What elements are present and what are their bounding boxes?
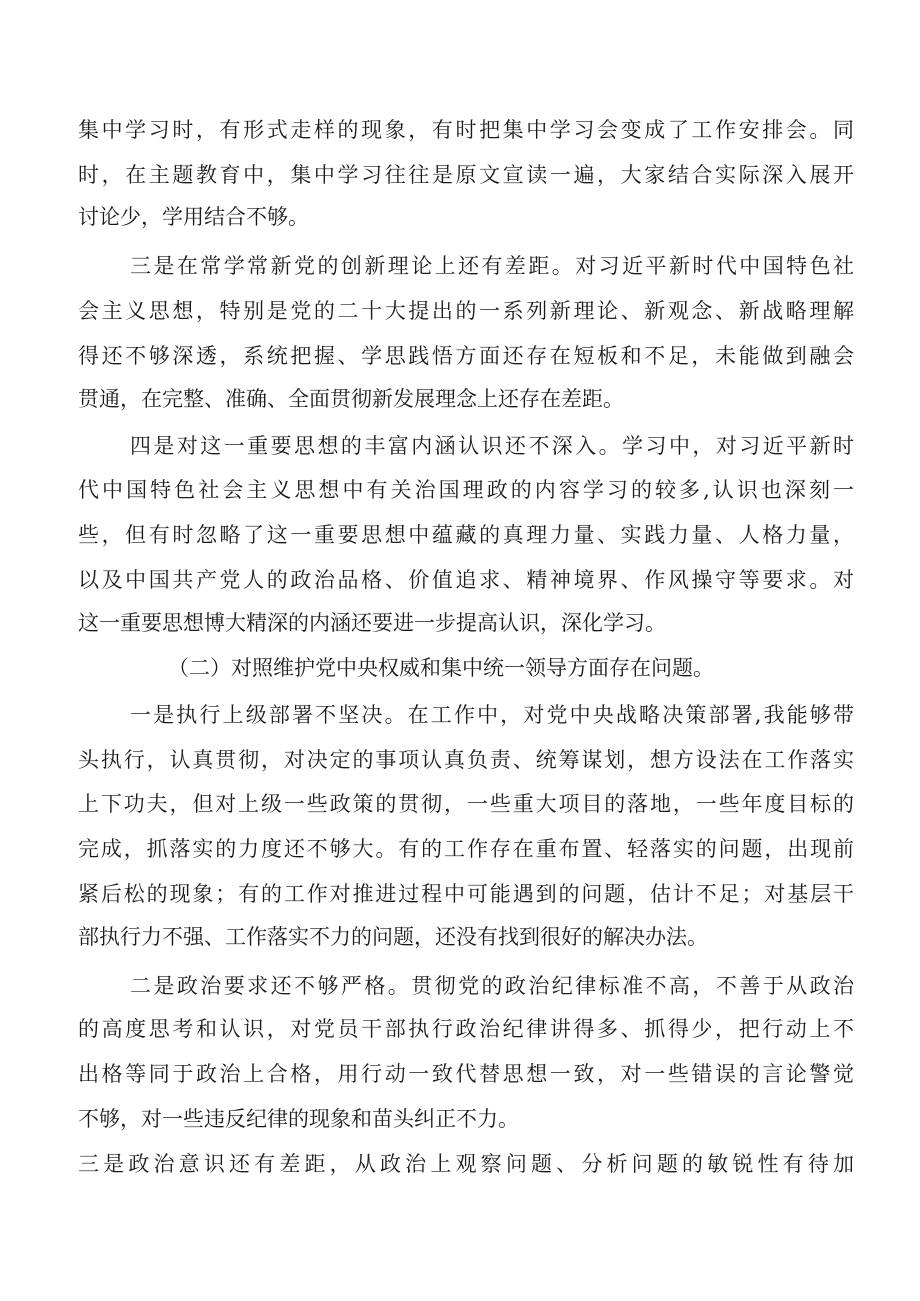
text-line: 三是政治意识还有差距，从政治上观察问题、分析问题的敏锐性有待加 xyxy=(78,1152,854,1176)
text-line: 一是执行上级部署不坚决。在工作中，对党中央战略决策部署,我能够带 xyxy=(130,703,854,727)
text-line: 紧后松的现象；有的工作对推进过程中可能遇到的问题，估计不足；对基层干 xyxy=(78,882,854,906)
text-line: 讨论少，学用结合不够。 xyxy=(78,205,309,229)
text-line: 些，但有时忽略了这一重要思想中蕴藏的真理力量、实践力量、人格力量， xyxy=(78,523,854,547)
text-line: 集中学习时，有形式走样的现象，有时把集中学习会变成了工作安排会。同 xyxy=(78,118,854,142)
text-line: 贯通，在完整、准确、全面贯彻新发展理念上还存在差距。 xyxy=(78,387,624,411)
text-line: 会主义思想，特别是党的二十大提出的一系列新理论、新观念、新战略理解 xyxy=(78,299,854,323)
text-line: 完成，抓落实的力度还不够大。有的工作存在重布置、轻落实的问题，出现前 xyxy=(78,837,854,861)
section-heading: （二）对照维护党中央权威和集中统一领导方面存在问题。 xyxy=(168,656,714,680)
text-line: 以及中国共产党人的政治品格、价值追求、精神境界、作风操守等要求。对 xyxy=(78,568,854,592)
text-line: 上下功夫，但对上级一些政策的贯彻，一些重大项目的落地，一些年度目标的 xyxy=(78,792,854,816)
text-line: 出格等同于政治上合格，用行动一致代替思想一致，对一些错误的言论警觉 xyxy=(78,1062,854,1086)
text-line: 头执行，认真贯彻，对决定的事项认真负责、统筹谋划，想方设法在工作落实 xyxy=(78,748,854,772)
text-line: 四是对这一重要思想的丰富内涵认识还不深入。学习中，对习近平新时 xyxy=(130,434,854,458)
text-line: 得还不够深透，系统把握、学思践悟方面还存在短板和不足，未能做到融会 xyxy=(78,344,854,368)
text-line: 代中国特色社会主义思想中有关治国理政的内容学习的较多,认识也深刻一 xyxy=(78,478,854,502)
text-line: 不够，对一些违反纪律的现象和苗头纠正不力。 xyxy=(78,1107,519,1131)
text-line: 的高度思考和认识，对党员干部执行政治纪律讲得多、抓得少，把行动上不 xyxy=(78,1017,854,1041)
text-line: 部执行力不强、工作落实不力的问题，还没有找到很好的解决办法。 xyxy=(78,925,708,949)
text-line: 三是在常学常新党的创新理论上还有差距。对习近平新时代中国特色社 xyxy=(130,254,854,278)
text-line: 时，在主题教育中，集中学习往往是原文宣读一遍，大家结合实际深入展开 xyxy=(78,163,854,187)
text-line: 这一重要思想博大精深的内涵还要进一步提高认识，深化学习。 xyxy=(78,611,666,635)
text-line: 二是政治要求还不够严格。贯彻党的政治纪律标准不高，不善于从政治 xyxy=(130,974,854,998)
